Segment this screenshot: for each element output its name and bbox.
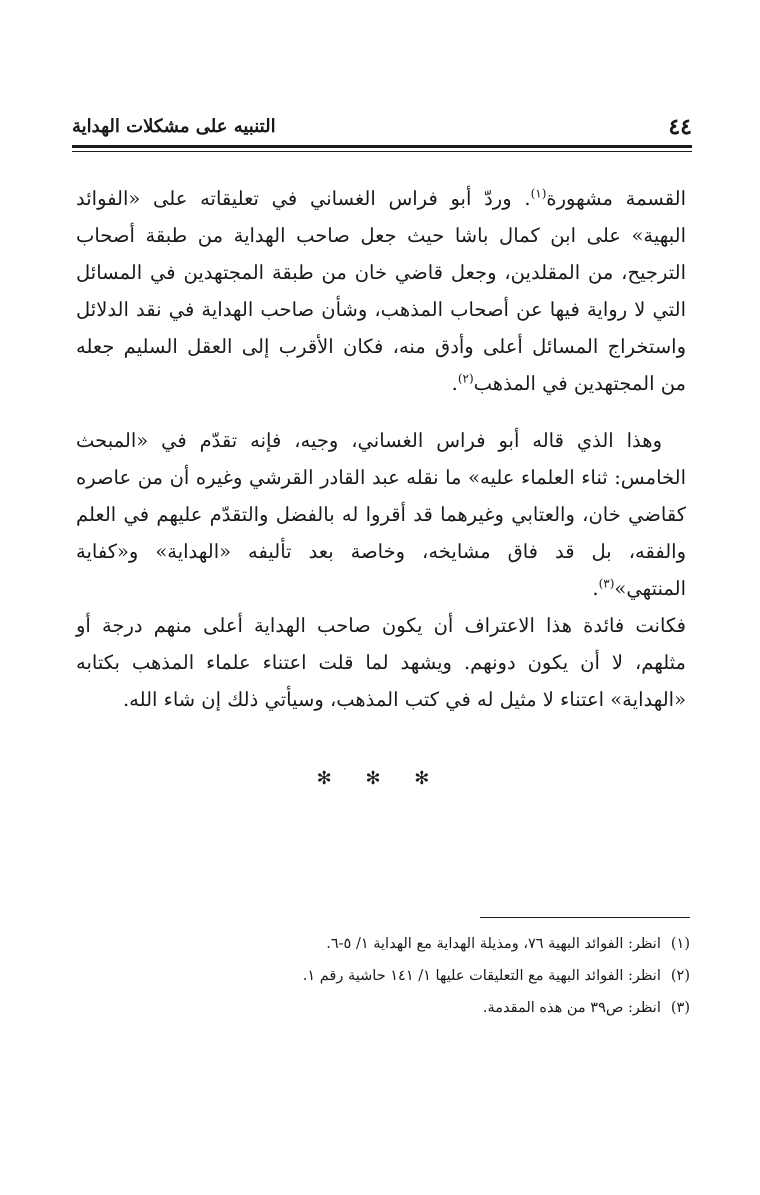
footnote-text: انظر: الفوائد البهية ٧٦، ومذيلة الهداية مع الهداية ١/ ٥-٦. xyxy=(326,936,661,952)
footnote-text: انظر: الفوائد البهية مع التعليقات عليها ١/ ١٤١ حاشية رقم ١. xyxy=(302,968,661,984)
footnote-1 xyxy=(100,928,690,960)
footnote-ref-3: (٣) xyxy=(598,576,615,591)
paragraph-1-part-a: القسمة مشهورة xyxy=(546,187,686,210)
footnote-2 xyxy=(100,960,690,992)
footnote-3 xyxy=(100,992,690,1024)
paragraph-3: فكانت فائدة هذا الاعتراف أن يكون صاحب الهداية أعلى منهم درجة أو مثلهم، لا أن يكون دونهم. ويشهد لما قلت اعتناء علماء المذهب بكتابه «الهداية» اعتناء لا مثيل له في كتب المذهب، وسيأتي ذلك إن شاء الله. xyxy=(76,614,686,711)
paragraph-1-part-b: . وردّ أبو فراس الغساني في تعليقاته على «الفوائد البهية» على ابن كمال باشا حيث جعل صاحب الهداية من طبقة أصحاب الترجيح، من المقلدين، وجعل قاضي خان من طبقة المجتهدين في المسائل التي لا رواية فيها عن أصحاب المذهب، وشأن صاحب الهداية في نقد الدلائل واستخراج المسائل أعلى وأدق منه، فكان الأقرب إلى العقل السليم جعله من المجتهدين في المذهب xyxy=(76,187,686,395)
paragraph-2-part-b: . xyxy=(592,577,599,600)
running-title: التنبيه على مشكلات الهداية xyxy=(72,116,276,137)
footnote-number: (٢) xyxy=(670,968,690,984)
main-text xyxy=(76,180,686,718)
footnotes xyxy=(100,928,690,1024)
footnote-number: (٣) xyxy=(670,1000,690,1016)
page-number: ٤٤ xyxy=(668,114,692,140)
footnote-text: انظر: ص٣٩ من هذه المقدمة. xyxy=(482,1000,661,1016)
section-separator: ✻ ✻ ✻ xyxy=(316,768,444,789)
header-rule-thick xyxy=(72,145,692,148)
footnote-rule xyxy=(480,917,690,918)
header-rule-thin xyxy=(72,151,692,152)
paragraph-2-part-a: وهذا الذي قاله أبو فراس الغساني، وجيه، فإنه تقدّم في «المبحث الخامس: ثناء العلماء عليه» ما نقله عبد القادر القرشي وغيره أن من عاصره كقاضي خان، والعتابي وغيرهما قد أقروا له بالفضل والتقدّم عليهم في العلم والفقه، بل قد فاق مشايخه، وخاصة بعد تأليفه «الهداية» و«كفاية المنتهي» xyxy=(76,429,686,600)
paragraph-2 xyxy=(76,422,686,607)
footnote-ref-1: (١) xyxy=(530,186,547,201)
paragraph-1-part-c: . xyxy=(451,372,458,395)
footnote-number: (١) xyxy=(670,936,690,952)
page-header xyxy=(72,112,692,142)
paragraph-1 xyxy=(76,180,686,402)
footnote-ref-2: (٢) xyxy=(457,371,474,386)
